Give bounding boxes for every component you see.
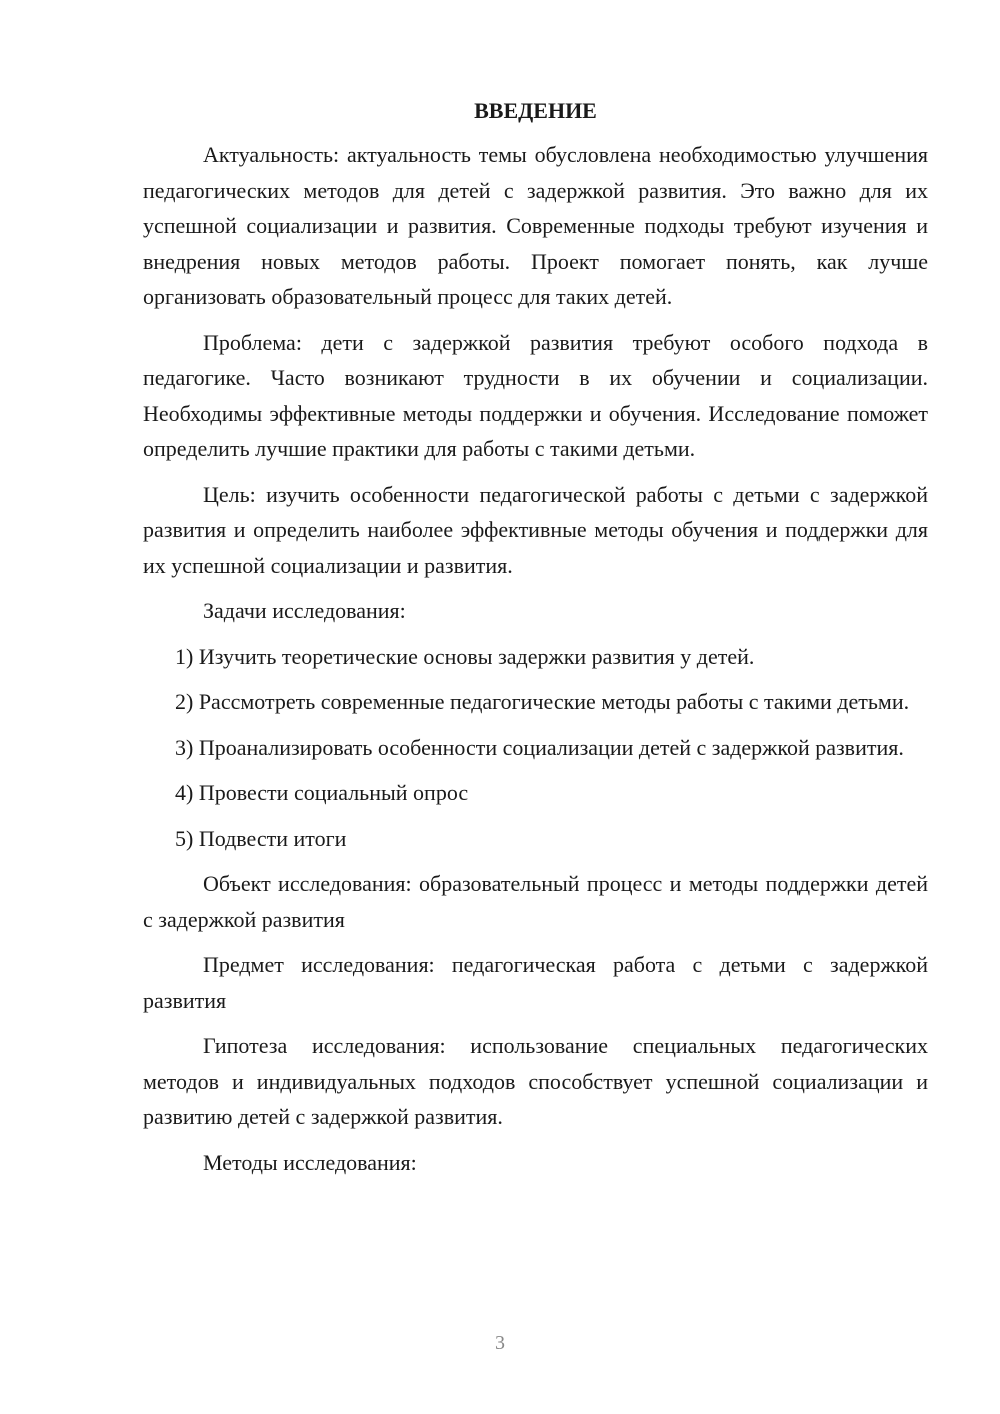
- paragraph-goal: Цель: изучить особенности педагогической работы с детьми с задержкой развития и определить наиболее эффективные методы обучения и поддержки для их успешной социализации и развития.: [143, 481, 928, 578]
- paragraph-tasks-heading: Задачи исследования:: [203, 598, 406, 623]
- task-item-2: 2) Рассмотреть современные педагогические методы работы с такими детьми.: [175, 689, 910, 714]
- paragraph-object: Объект исследования: образовательный процесс и методы поддержки детей с задержкой развития: [143, 871, 928, 932]
- paragraph-subject: Предмет исследования: педагогическая работа с детьми с задержкой развития: [143, 952, 928, 1013]
- paragraph-hypothesis: Гипотеза исследования: использование специальных педагогических методов и индивидуальных подходов способствует успешной социализации и развитию детей с задержкой развития.: [143, 1033, 928, 1129]
- task-item-5: 5) Подвести итоги: [175, 825, 347, 851]
- document-page: [143, 95, 928, 1180]
- paragraph-problem: Проблема: дети с задержкой развития требуют особого подхода в педагогике. Часто возникают трудности в их обучении и социализации. Необходимы эффективные методы поддержки и обучения. Исследование поможет определить лучшие практики для работы с такими детьми.: [143, 329, 928, 461]
- section-title: ВВЕДЕНИЕ: [474, 98, 597, 123]
- page-number: 3: [495, 1332, 505, 1354]
- task-item-3: 3) Проанализировать особенности социализации детей с задержкой развития.: [175, 734, 904, 760]
- task-item-1: 1) Изучить теоретические основы задержки развития у детей.: [175, 643, 755, 669]
- task-item-4: 4) Провести социальный опрос: [175, 780, 469, 805]
- paragraph-relevance: Актуальность: актуальность темы обусловлена необходимостью улучшения педагогических методов для детей с задержкой развития. Это важно для их успешной социализации и развития. Современные подходы требуют изучения и внедрения новых методов работы. Проект помогает понять, как лучше организовать образовательный процесс для таких детей.: [143, 142, 928, 309]
- paragraph-methods: Методы исследования:: [203, 1149, 417, 1175]
